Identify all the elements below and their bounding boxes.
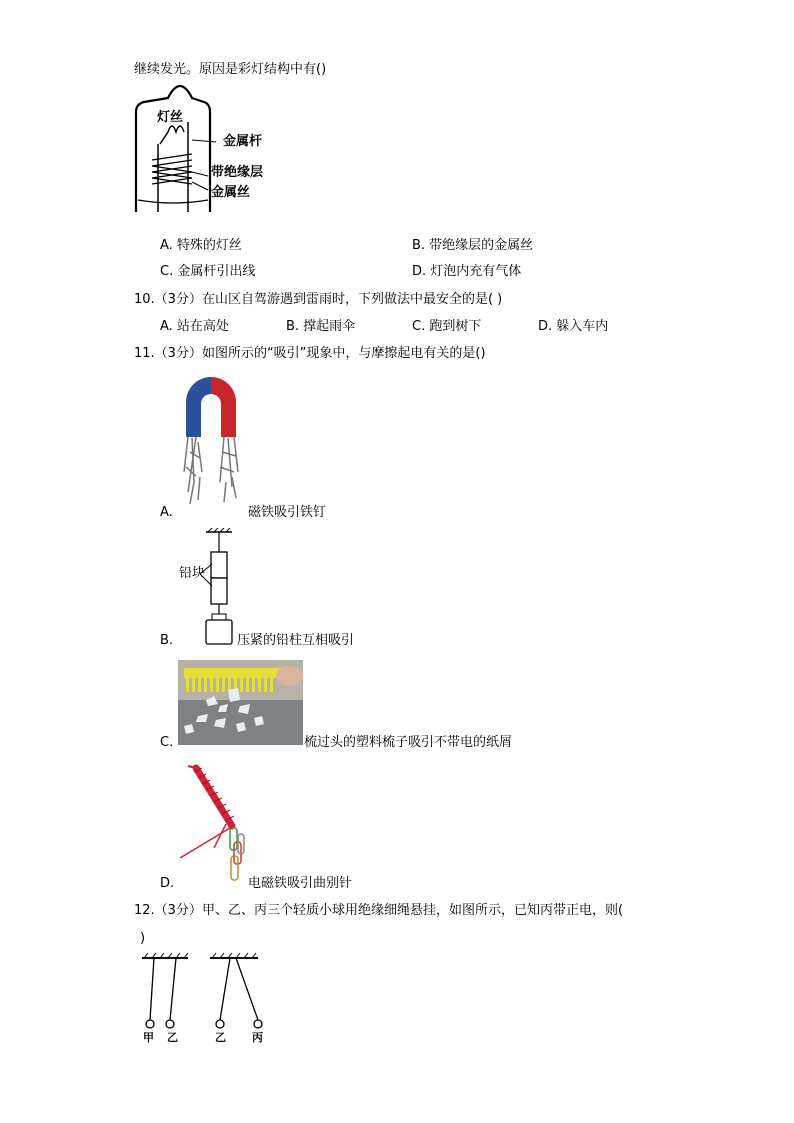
q11-stem: 11.（3分）如图所示的“吸引”现象中，与摩擦起电有关的是(): [134, 346, 486, 361]
horseshoe-magnet-icon: [176, 372, 246, 512]
lead-cylinder-diagram: [176, 528, 238, 646]
q10-stem: 10.（3分）在山区自驾游遇到雷雨时，下列做法中最安全的是( ): [134, 292, 503, 307]
label-metal-wire: 金属丝: [211, 185, 251, 200]
label-yi-right: 乙: [215, 1031, 226, 1044]
q9-bulb-figure: [128, 82, 288, 217]
q11-option-c-letter[interactable]: C.: [160, 735, 174, 750]
q11-option-b-caption: 压紧的铅柱互相吸引: [237, 633, 355, 648]
label-bing: 丙: [252, 1031, 263, 1044]
label-metal-rod: 金属杆: [223, 134, 263, 149]
q9-option-c[interactable]: C. 金属杆引出线: [160, 264, 256, 279]
q12-stem-line1: 12.（3分）甲、乙、丙三个轻质小球用绝缘细绳悬挂，如图所示，已知丙带正电，则(: [134, 903, 624, 918]
q9-option-a[interactable]: A. 特殊的灯丝: [160, 238, 242, 253]
comb-photo: [178, 660, 303, 745]
q11-option-b-letter[interactable]: B.: [160, 633, 174, 648]
label-lead-block: 铅块: [179, 566, 206, 581]
q10-option-b[interactable]: B. 撑起雨伞: [286, 319, 356, 334]
electromagnet-image: [176, 762, 248, 888]
q10-option-d[interactable]: D. 躲入车内: [538, 319, 609, 334]
q12-stem-line2: ): [140, 931, 146, 946]
electromagnet-paperclips-icon: [176, 762, 248, 888]
q9-option-d[interactable]: D. 灯泡内充有气体: [412, 264, 522, 279]
lead-cylinders-figure: [176, 528, 238, 646]
q10-option-a[interactable]: A. 站在高处: [160, 319, 229, 334]
label-filament: 灯丝: [157, 110, 184, 125]
comb-paper-scraps-icon: [178, 660, 303, 745]
q11-option-d-caption: 电磁铁吸引曲别针: [248, 876, 353, 891]
q9-stem-tail: 继续发光。原因是彩灯结构中有(): [134, 62, 327, 77]
q11-option-d-letter[interactable]: D.: [160, 876, 175, 891]
label-insulation: 带绝缘层: [211, 165, 264, 180]
label-jia: 甲: [143, 1031, 154, 1044]
q10-option-c[interactable]: C. 跑到树下: [412, 319, 482, 334]
bulb-diagram: [128, 82, 288, 217]
magnet-image: [176, 372, 246, 512]
q11-option-a-letter[interactable]: A.: [160, 505, 173, 520]
label-yi-left: 乙: [167, 1031, 178, 1044]
q9-option-b[interactable]: B. 带绝缘层的金属丝: [412, 238, 534, 253]
q11-option-a-caption: 磁铁吸引铁钉: [248, 505, 327, 520]
q11-option-c-caption: 梳过头的塑料梳子吸引不带电的纸屑: [304, 735, 513, 750]
